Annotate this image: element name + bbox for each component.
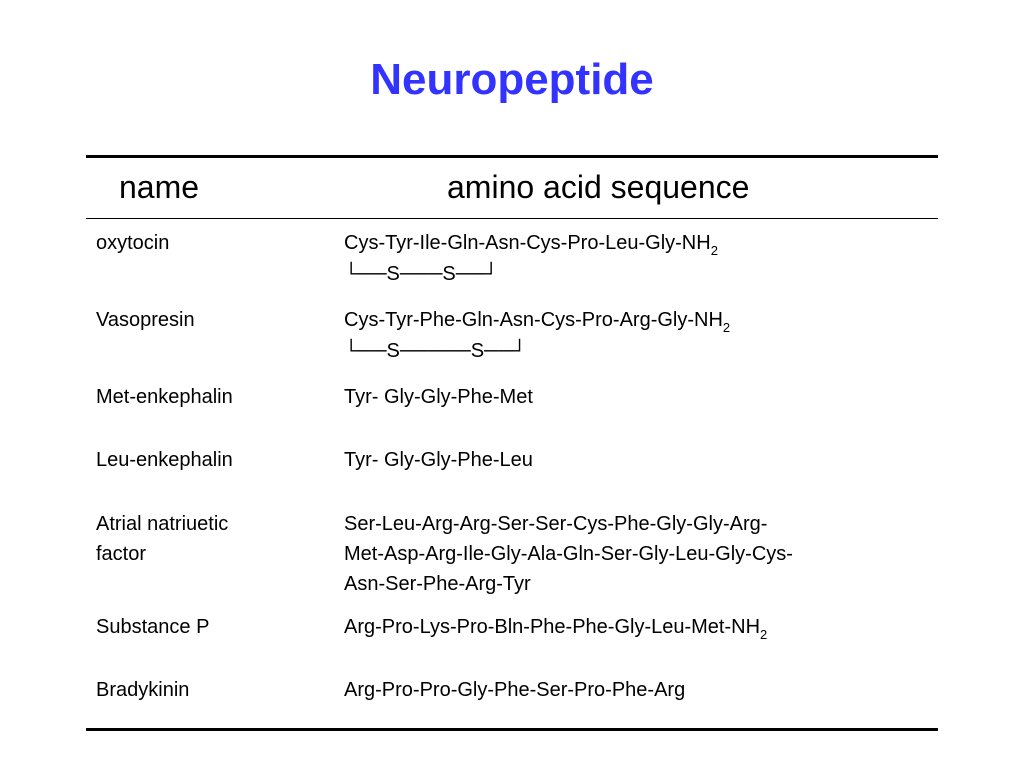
peptide-sequence [344,675,944,705]
peptide-sequence [344,509,944,599]
table-header-rule [86,218,938,219]
peptide-sequence [344,612,944,642]
peptide-sequence [344,305,944,367]
peptide-name: Met-enkephalin [96,386,233,408]
header-sequence: amino acid sequence [447,169,750,205]
peptide-name: Bradykinin [96,679,190,701]
table-top-rule [86,155,938,158]
disulfide-bridge: └──S───S──┘ [344,263,499,285]
sequence-line: Tyr- Gly-Gly-Phe-Met [344,386,533,408]
sequence-line: Met-Asp-Arg-Ile-Gly-Ala-Gln-Ser-Gly-Leu-Gly-Cys- [344,543,793,565]
sequence-line: Ser-Leu-Arg-Arg-Ser-Ser-Cys-Phe-Gly-Gly-Arg- [344,513,768,535]
sequence-line: Cys-Tyr-Phe-Gln-Asn-Cys-Pro-Arg-Gly-NH [344,309,723,331]
sequence-subscript: 2 [722,320,731,335]
peptide-sequence [344,445,944,475]
sequence-subscript: 2 [710,243,718,258]
slide-title: Neuropeptide [370,55,654,104]
peptide-sequence [344,228,944,290]
table-bottom-rule [86,728,938,731]
sequence-line: Arg-Pro-Lys-Pro-Bln-Phe-Phe-Gly-Leu-Met-NH [344,616,761,638]
peptide-name: Atrial natriuetic factor [96,513,229,565]
header-name: name [119,169,200,205]
sequence-line: Cys-Tyr-Ile-Gln-Asn-Cys-Pro-Leu-Gly-NH [344,232,711,254]
sequence-line: Asn-Ser-Phe-Arg-Tyr [344,573,531,595]
peptide-sequence [344,382,944,412]
sequence-line: Tyr- Gly-Gly-Phe-Leu [344,449,533,471]
peptide-name: Substance P [96,616,210,638]
peptide-name: Leu-enkephalin [96,449,233,471]
peptide-name: Vasopresin [96,309,195,331]
sequence-line: Arg-Pro-Pro-Gly-Phe-Ser-Pro-Phe-Arg [344,679,686,701]
disulfide-bridge: └──S─────S──┘ [344,340,527,362]
peptide-name: oxytocin [96,232,170,254]
sequence-subscript: 2 [760,627,768,642]
